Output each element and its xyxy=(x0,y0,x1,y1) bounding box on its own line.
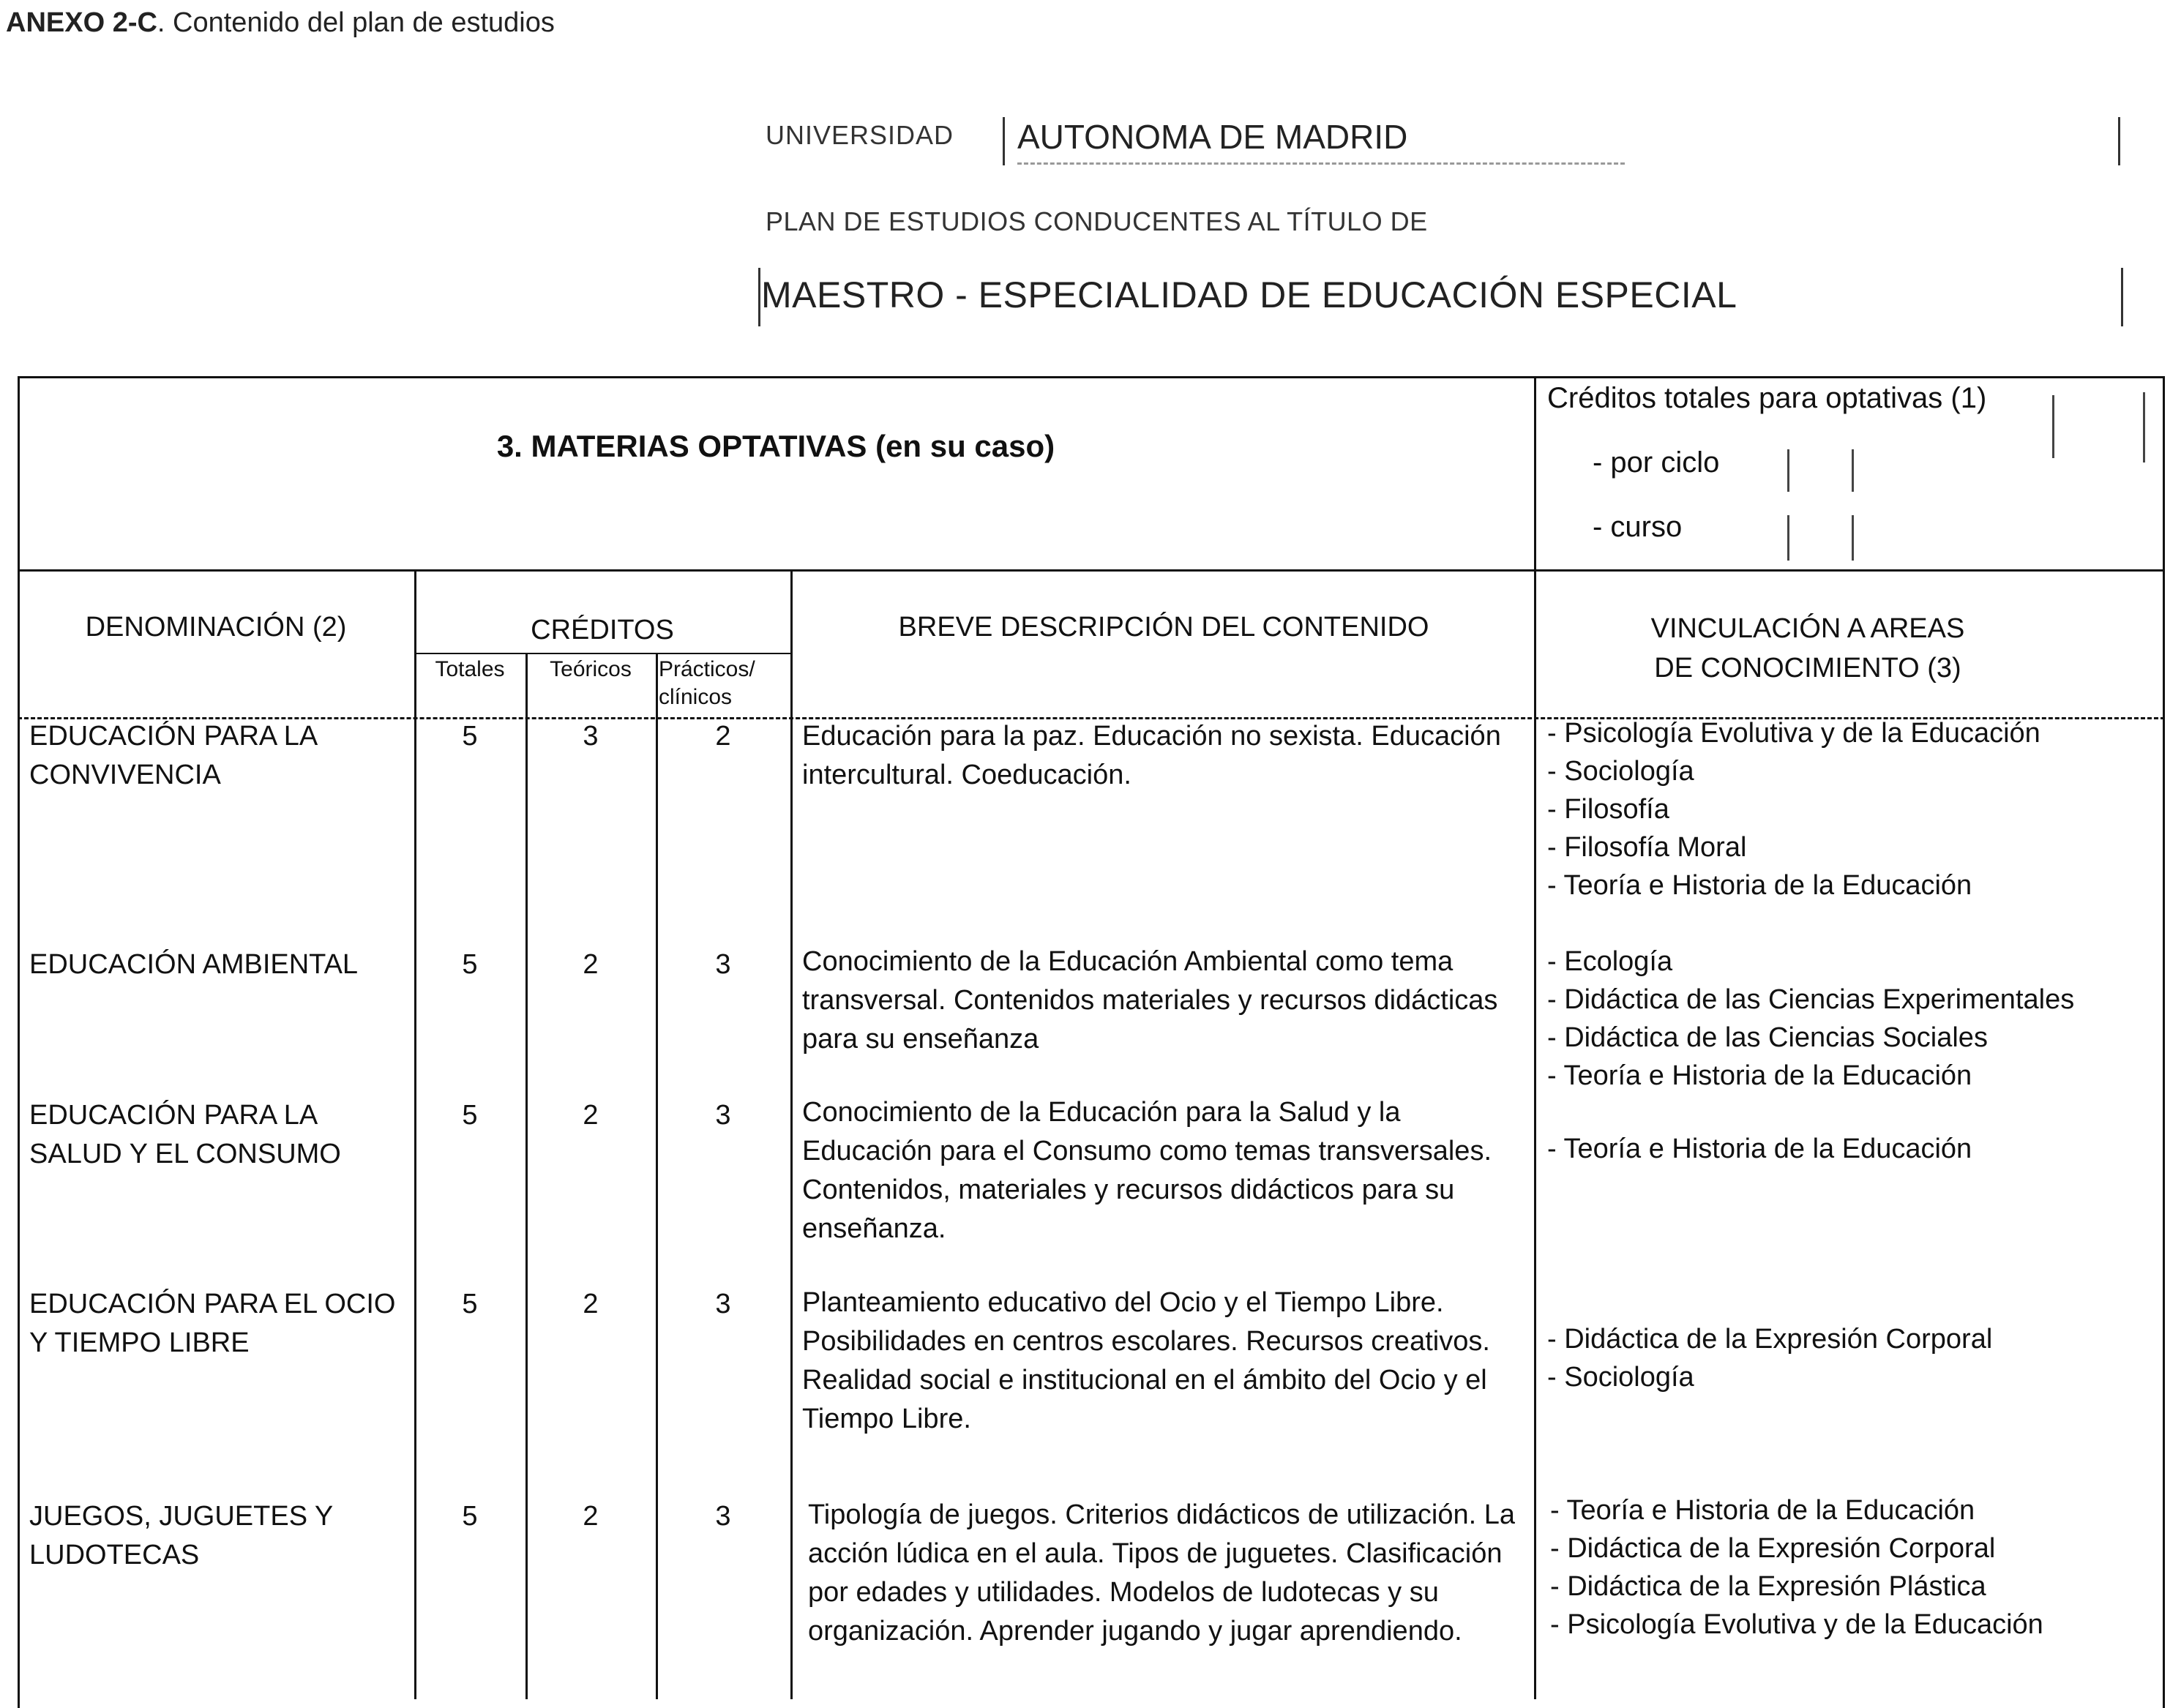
area-item: - Teoría e Historia de la Educación xyxy=(1547,866,2162,904)
column-divider xyxy=(656,653,658,1699)
row-1-description: Educación para la paz. Educación no sexista. Educación intercultural. Coeducación. xyxy=(802,721,1501,790)
area-item: - Psicología Evolutiva y de la Educación xyxy=(1550,1606,2165,1644)
per-cycle-label: - por ciclo xyxy=(1593,446,1720,479)
row-4-total: 5 xyxy=(462,1289,478,1319)
area-item: - Sociología xyxy=(1547,752,2162,790)
row-1-practice: 2 xyxy=(715,721,731,752)
per-course-label: - curso xyxy=(1593,511,1683,543)
row-1-areas xyxy=(1547,714,2162,904)
area-item: - Psicología Evolutiva y de la Educación xyxy=(1547,714,2162,752)
header-total: Totales xyxy=(435,657,505,681)
row-1-theory: 3 xyxy=(583,721,599,752)
row-2-name: EDUCACIÓN AMBIENTAL xyxy=(29,949,359,980)
area-item: - Didáctica de las Ciencias Experimentales xyxy=(1547,981,2162,1019)
row-3-description: Conocimiento de la Educación para la Salud y la Educación para el Consumo como temas transversales. Contenidos, materiales y recursos didácticos para su enseñanza. xyxy=(802,1097,1492,1244)
row-2-theory: 2 xyxy=(583,949,599,980)
field-divider xyxy=(1852,449,1854,492)
row-2-total: 5 xyxy=(462,949,478,980)
optional-credits-title: Créditos totales para optativas (1) xyxy=(1547,382,1987,414)
row-1-total: 5 xyxy=(462,721,478,752)
row-5-theory: 2 xyxy=(583,1501,599,1532)
header-areas: VINCULACIÓN A AREAS DE CONOCIMIENTO (3) xyxy=(1650,613,1965,683)
area-item: - Filosofía Moral xyxy=(1547,828,2162,866)
field-divider xyxy=(1003,117,1005,165)
column-divider xyxy=(790,569,793,1699)
row-5-areas xyxy=(1550,1491,2165,1644)
column-divider xyxy=(1534,376,1536,1699)
plan-label: PLAN DE ESTUDIOS CONDUCENTES AL TÍTULO DE xyxy=(766,206,1428,236)
row-2-areas xyxy=(1547,943,2162,1095)
field-divider xyxy=(2121,268,2123,326)
header-theory: Teóricos xyxy=(550,657,632,681)
area-item: - Didáctica de la Expresión Corporal xyxy=(1547,1320,2162,1358)
field-divider xyxy=(1787,515,1789,561)
field-divider xyxy=(2118,117,2120,165)
field-divider xyxy=(1787,449,1789,492)
area-item: - Didáctica de las Ciencias Sociales xyxy=(1547,1019,2162,1057)
row-3-practice: 3 xyxy=(715,1100,731,1131)
area-item: - Teoría e Historia de la Educación xyxy=(1547,1057,2162,1095)
row-3-theory: 2 xyxy=(583,1100,599,1131)
row-3-areas xyxy=(1547,1130,2162,1168)
row-3-name: EDUCACIÓN PARA LA SALUD Y EL CONSUMO xyxy=(29,1100,341,1169)
row-4-theory: 2 xyxy=(583,1289,599,1319)
field-underline xyxy=(1017,162,1625,165)
row-4-practice: 3 xyxy=(715,1289,731,1319)
field-divider xyxy=(1852,515,1854,561)
field-divider xyxy=(2143,392,2145,462)
row-5-practice: 3 xyxy=(715,1501,731,1532)
credits-subheader-line xyxy=(414,653,790,654)
row-2-practice: 3 xyxy=(715,949,731,980)
field-divider xyxy=(758,268,760,326)
row-3-total: 5 xyxy=(462,1100,478,1131)
area-item: - Ecología xyxy=(1547,943,2162,981)
table-divider xyxy=(18,569,2165,572)
header-credits: CRÉDITOS xyxy=(531,615,674,645)
row-5-name: JUEGOS, JUGUETES Y LUDOTECAS xyxy=(29,1501,333,1570)
area-item: - Filosofía xyxy=(1547,790,2162,828)
area-item: - Didáctica de la Expresión Plástica xyxy=(1550,1567,2165,1606)
annex-heading xyxy=(6,7,555,39)
section-title: 3. MATERIAS OPTATIVAS (en su caso) xyxy=(496,429,1055,463)
annex-text: . Contenido del plan de estudios xyxy=(157,7,555,38)
header-name: DENOMINACIÓN (2) xyxy=(85,612,347,643)
area-item: - Teoría e Historia de la Educación xyxy=(1547,1130,2162,1168)
area-item: - Teoría e Historia de la Educación xyxy=(1550,1491,2165,1529)
row-4-name: EDUCACIÓN PARA EL OCIO Y TIEMPO LIBRE xyxy=(29,1289,396,1358)
row-5-description: Tipología de juegos. Criterios didácticos de utilización. La acción lúdica en el aula. Tipos de juguetes. Clasificación por edades y utilidades. Modelos de ludotecas y su organización. Aprender jugando y jugar aprendiendo. xyxy=(808,1499,1516,1647)
row-4-areas xyxy=(1547,1320,2162,1396)
row-4-description: Planteamiento educativo del Ocio y el Tiempo Libre. Posibilidades en centros escolares. Recursos creativos. Realidad social e institucional en el ámbito del Ocio y el Tiempo Libre. xyxy=(802,1287,1490,1434)
field-divider xyxy=(2052,395,2054,458)
degree-title: MAESTRO - ESPECIALIDAD DE EDUCACIÓN ESPECIAL xyxy=(761,274,1737,315)
row-2-description: Conocimiento de la Educación Ambiental como tema transversal. Contenidos materiales y recursos didácticas para su enseñanza xyxy=(802,946,1498,1055)
header-practice: Prácticos/ clínicos xyxy=(659,657,755,709)
area-item: - Sociología xyxy=(1547,1358,2162,1396)
annex-label: ANEXO 2-C xyxy=(6,7,157,38)
header-description: BREVE DESCRIPCIÓN DEL CONTENIDO xyxy=(898,612,1429,643)
university-label: UNIVERSIDAD xyxy=(766,120,954,150)
column-divider xyxy=(525,653,528,1699)
university-name: AUTONOMA DE MADRID xyxy=(1017,118,1408,156)
area-item: - Didáctica de la Expresión Corporal xyxy=(1550,1529,2165,1567)
row-1-name: EDUCACIÓN PARA LA CONVIVENCIA xyxy=(29,721,317,790)
row-5-total: 5 xyxy=(462,1501,478,1532)
